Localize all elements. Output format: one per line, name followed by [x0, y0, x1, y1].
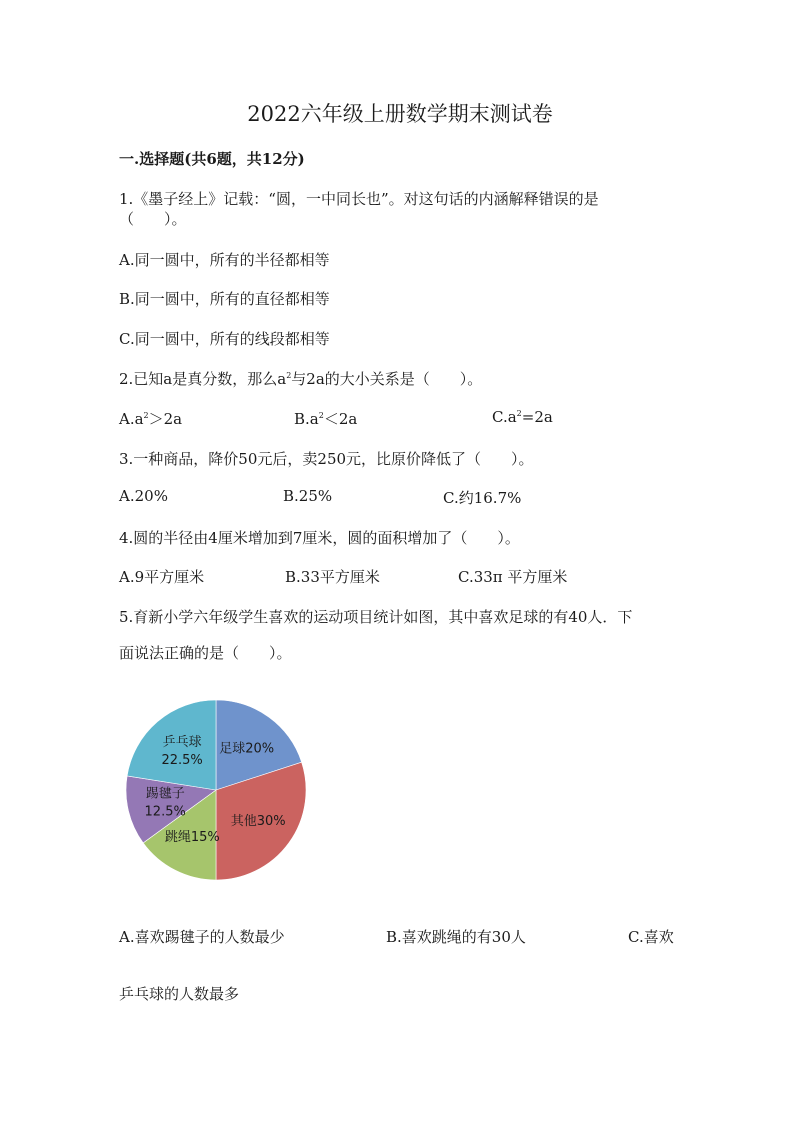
q1-option-b: B.同一圆中，所有的直径都相等	[119, 290, 330, 308]
q2-text-post: 与2a的大小关系是（ ）。	[291, 370, 483, 388]
q1-text-line2: （ ）。	[119, 210, 187, 228]
q5-text-line1: 5.育新小学六年级学生喜欢的运动项目统计如图，其中喜欢足球的有40人．下	[119, 608, 633, 626]
q4-text: 4.圆的半径由4厘米增加到7厘米，圆的面积增加了（ ）。	[119, 529, 520, 547]
slice-jump-rope-label: 跳绳15%	[164, 830, 220, 845]
q4-option-a: A.9平方厘米	[119, 568, 205, 586]
slice-shuttlecock-percent: 12.5%	[144, 804, 186, 820]
q2-option-b-sup: 2	[318, 411, 324, 420]
q3-option-c: C.约16.7%	[443, 489, 522, 507]
q2-option-b	[294, 408, 357, 429]
q2-option-b-post: ＜2a	[323, 410, 358, 428]
q2-option-a	[119, 408, 182, 429]
q4-option-c: C.33π 平方厘米	[458, 568, 568, 586]
q5-option-b: B.喜欢跳绳的有30人	[386, 928, 526, 946]
q2-option-a-post: ＞2a	[148, 410, 183, 428]
q2-option-a-pre: A.a	[119, 410, 144, 428]
slice-other-label: 其他30%	[230, 814, 286, 830]
slice-shuttlecock-label: 踢毽子	[145, 786, 185, 802]
q5-option-a: A.喜欢踢毽子的人数最少	[119, 928, 285, 946]
q2-text-pre: 2.已知a是真分数，那么a	[119, 370, 287, 388]
sports-pie-chart	[118, 692, 314, 888]
q1-option-a: A.同一圆中，所有的半径都相等	[119, 251, 330, 269]
q1-option-c: C.同一圆中，所有的线段都相等	[119, 330, 330, 348]
q1-text-line1: 1.《墨子经上》记载：“圆，一中同长也”。对这句话的内涵解释错误的是	[119, 190, 599, 208]
q5-text-line2: 面说法正确的是（ ）。	[119, 644, 292, 662]
q5-option-c: C.喜欢	[628, 928, 674, 946]
section-heading: 一.选择题(共6题，共12分)	[119, 150, 305, 168]
q2-option-b-pre: B.a	[294, 410, 319, 428]
q2-text-sup: 2	[286, 371, 292, 380]
q3-option-a: A.20%	[119, 487, 168, 505]
q4-option-b: B.33平方厘米	[285, 568, 380, 586]
q3-text: 3.一种商品，降价50元后，卖250元，比原价降低了（ ）。	[119, 450, 534, 468]
q2-option-c-post: =2a	[521, 408, 553, 426]
slice-football-label: 足球20%	[219, 741, 275, 757]
q2-option-c	[492, 408, 553, 426]
q5-option-c-continued: 乒乓球的人数最多	[119, 985, 240, 1003]
q3-option-b: B.25%	[283, 487, 333, 505]
slice-table-tennis-percent: 22.5%	[161, 752, 203, 768]
q2-option-a-sup: 2	[143, 411, 149, 420]
q2-option-c-pre: C.a	[492, 408, 517, 426]
page-title: 2022六年级上册数学期末测试卷	[247, 102, 553, 126]
q2-text	[119, 368, 482, 389]
slice-table-tennis-label: 乒乓球	[162, 734, 202, 750]
q2-option-c-sup: 2	[516, 409, 522, 418]
